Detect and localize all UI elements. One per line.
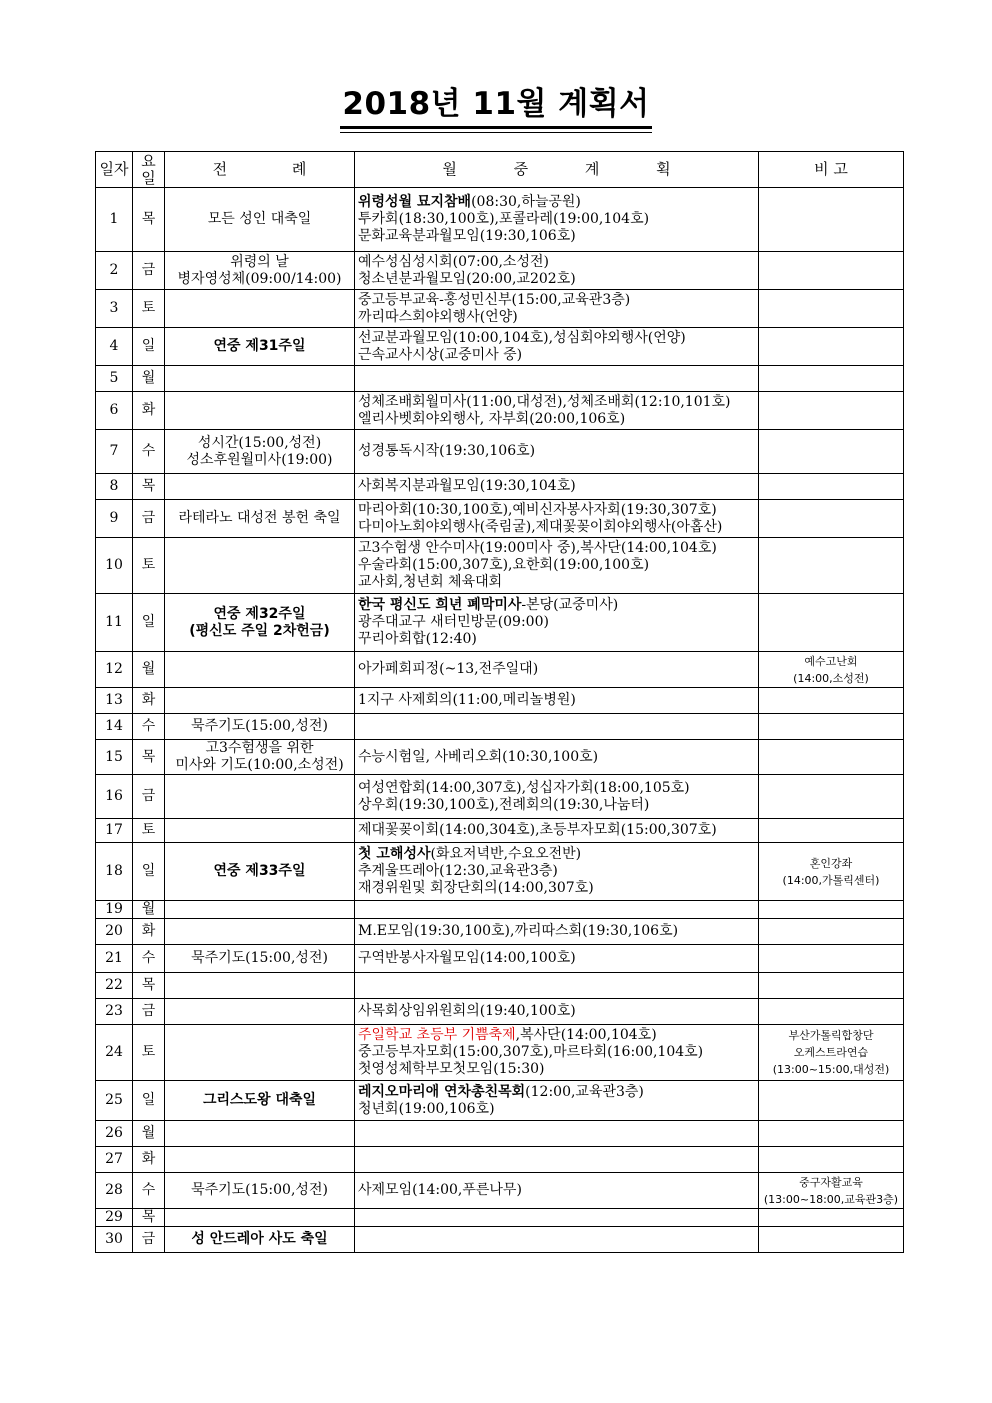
plan-text: 여성연합회(14:00,307호),성십자가회(18:00,105호) xyxy=(358,779,690,796)
header-dow: 요일 xyxy=(133,152,165,188)
day-cell: 16 xyxy=(96,775,133,819)
weekday-cell: 월 xyxy=(133,652,165,688)
plan-line xyxy=(358,692,755,709)
plan-cell xyxy=(355,290,759,328)
day-cell: 7 xyxy=(96,430,133,474)
plan-text: 고3수험생 안수미사(19:00미사 중),복사단(14:00,104호) xyxy=(358,540,717,556)
weekday-cell: 화 xyxy=(133,1147,165,1173)
weekday-cell: 금 xyxy=(133,500,165,538)
note-line: (13:00~18:00,교육관3층) xyxy=(763,1192,899,1206)
plan-line xyxy=(358,1044,755,1061)
note-cell xyxy=(759,740,904,775)
plan-text: 중고등부교육-홍성민신부(15:00,교육관3층) xyxy=(358,291,631,308)
weekday-cell: 일 xyxy=(133,1081,165,1121)
plan-line xyxy=(358,780,755,797)
note-cell xyxy=(759,290,904,328)
liturgy-line: 연중 제32주일 xyxy=(213,605,306,622)
liturgy-line: 미사와 기도(10:00,소성전) xyxy=(175,757,344,773)
day-cell: 21 xyxy=(96,945,133,973)
weekday-cell: 금 xyxy=(133,252,165,290)
liturgy-line: 병자영성체(09:00/14:00) xyxy=(177,270,342,287)
plan-line xyxy=(358,822,755,839)
plan-line xyxy=(358,1061,755,1078)
plan-text: M.E모임(19:30,100호),까리따스회(19:30,106호) xyxy=(358,923,679,939)
table-row xyxy=(96,328,904,366)
table-row xyxy=(96,474,904,500)
plan-text: 추계울뜨레아(12:30,교육관3층) xyxy=(358,863,558,879)
note-cell xyxy=(759,430,904,474)
table-row xyxy=(96,775,904,819)
table-row xyxy=(96,1081,904,1121)
day-cell: 9 xyxy=(96,500,133,538)
liturgy-cell xyxy=(165,430,355,474)
table-row xyxy=(96,919,904,945)
plan-line xyxy=(358,863,755,880)
note-cell xyxy=(759,1147,904,1173)
table-row xyxy=(96,688,904,714)
liturgy-cell xyxy=(165,188,355,252)
liturgy-line: 성 안드레아 사도 축일 xyxy=(191,1231,328,1247)
plan-text: 중고등부자모회(15:00,307호),마르타회(16:00,104호) xyxy=(358,1044,704,1060)
liturgy-line: 성시간(15:00,성전) xyxy=(197,434,322,451)
note-cell xyxy=(759,1081,904,1121)
table-row xyxy=(96,1227,904,1253)
day-cell: 24 xyxy=(96,1025,133,1081)
weekday-cell: 금 xyxy=(133,775,165,819)
plan-text: 구역반봉사자월모임(14:00,100호) xyxy=(358,950,576,966)
plan-line xyxy=(358,950,755,967)
weekday-cell: 목 xyxy=(133,188,165,252)
plan-cell xyxy=(355,474,759,500)
liturgy-cell xyxy=(165,500,355,538)
plan-line xyxy=(358,211,755,228)
weekday-cell: 목 xyxy=(133,740,165,775)
weekday-cell: 월 xyxy=(133,901,165,919)
header-day: 일자 xyxy=(96,152,133,188)
liturgy-cell xyxy=(165,538,355,594)
plan-text: 사회복지분과월모임(19:30,104호) xyxy=(358,478,576,494)
table-row xyxy=(96,843,904,901)
weekday-cell: 화 xyxy=(133,392,165,430)
plan-line xyxy=(358,347,755,364)
note-cell xyxy=(759,1209,904,1227)
plan-line xyxy=(358,443,755,460)
document-title: 2018년 11월 계획서 xyxy=(340,86,651,129)
liturgy-cell xyxy=(165,366,355,392)
liturgy-cell xyxy=(165,1173,355,1209)
note-cell xyxy=(759,252,904,290)
day-cell: 28 xyxy=(96,1173,133,1209)
liturgy-cell xyxy=(165,973,355,999)
plan-cell xyxy=(355,973,759,999)
plan-highlight: 레지오마리애 연차총친목회 xyxy=(358,1083,526,1100)
plan-line xyxy=(358,797,755,814)
note-cell xyxy=(759,688,904,714)
weekday-cell: 일 xyxy=(133,594,165,652)
note-cell xyxy=(759,1173,904,1209)
plan-text: 엘리사벳회야외행사, 자부회(20:00,106호) xyxy=(358,410,626,427)
liturgy-line: 연중 제31주일 xyxy=(213,338,306,354)
day-cell: 14 xyxy=(96,714,133,740)
plan-cell xyxy=(355,1121,759,1147)
note-cell xyxy=(759,538,904,594)
plan-text: 문화교육분과월모임(19:30,106호) xyxy=(358,228,576,244)
table-row xyxy=(96,1025,904,1081)
plan-line xyxy=(358,749,755,766)
day-cell: 6 xyxy=(96,392,133,430)
note-cell xyxy=(759,714,904,740)
liturgy-cell xyxy=(165,1025,355,1081)
liturgy-cell xyxy=(165,999,355,1025)
day-cell: 17 xyxy=(96,819,133,843)
liturgy-cell xyxy=(165,474,355,500)
plan-line xyxy=(358,1003,755,1020)
plan-highlight: 위령성월 묘지참배 xyxy=(358,194,472,210)
table-row xyxy=(96,500,904,538)
table-row xyxy=(96,819,904,843)
plan-text: 마리아회(10:30,100호),예비신자봉사자회(19:30,307호) xyxy=(358,501,717,518)
plan-line xyxy=(358,254,755,271)
table-row xyxy=(96,290,904,328)
day-cell: 30 xyxy=(96,1227,133,1253)
liturgy-line: 묵주기도(15:00,성전) xyxy=(191,950,328,966)
note-line: (14:00,소성전) xyxy=(793,671,869,685)
liturgy-cell xyxy=(165,1121,355,1147)
note-line: 오케스트라연습 xyxy=(793,1046,869,1059)
plan-cell xyxy=(355,652,759,688)
weekday-cell: 화 xyxy=(133,919,165,945)
plan-line xyxy=(358,194,755,211)
day-cell: 1 xyxy=(96,188,133,252)
plan-text: 꾸리아회합(12:40) xyxy=(358,631,477,647)
plan-cell xyxy=(355,901,759,919)
liturgy-cell xyxy=(165,688,355,714)
liturgy-line: 연중 제33주일 xyxy=(213,863,306,879)
weekday-cell: 토 xyxy=(133,538,165,594)
plan-text: 선교분과월모임(10:00,104호),성심회야외행사(언양) xyxy=(358,329,686,346)
plan-cell xyxy=(355,1173,759,1209)
plan-line xyxy=(358,1101,755,1118)
note-cell xyxy=(759,474,904,500)
plan-line xyxy=(358,228,755,245)
plan-line xyxy=(358,519,755,536)
plan-highlight-red: 주일학교 초등부 기쁨축제 xyxy=(358,1027,516,1043)
plan-line xyxy=(358,502,755,519)
plan-cell xyxy=(355,1227,759,1253)
plan-line xyxy=(358,309,755,326)
note-cell xyxy=(759,973,904,999)
liturgy-cell xyxy=(165,919,355,945)
day-cell: 18 xyxy=(96,843,133,901)
plan-text: (08:30,하늘공원) xyxy=(471,194,581,210)
liturgy-cell xyxy=(165,652,355,688)
plan-text: 우술라회(15:00,307호),요한회(19:00,100호) xyxy=(358,557,650,573)
plan-cell xyxy=(355,1147,759,1173)
note-cell xyxy=(759,901,904,919)
note-cell xyxy=(759,819,904,843)
monthly-plan-table xyxy=(95,151,904,1253)
table-row xyxy=(96,1173,904,1209)
plan-text: 교사회,청년회 체육대회 xyxy=(358,574,503,590)
weekday-cell: 수 xyxy=(133,430,165,474)
note-cell xyxy=(759,999,904,1025)
day-cell: 19 xyxy=(96,901,133,919)
weekday-cell: 수 xyxy=(133,714,165,740)
weekday-cell: 일 xyxy=(133,328,165,366)
weekday-cell: 월 xyxy=(133,366,165,392)
day-cell: 22 xyxy=(96,973,133,999)
plan-cell xyxy=(355,500,759,538)
plan-cell xyxy=(355,252,759,290)
liturgy-cell xyxy=(165,901,355,919)
plan-line xyxy=(358,540,755,557)
liturgy-cell xyxy=(165,392,355,430)
day-cell: 13 xyxy=(96,688,133,714)
table-row xyxy=(96,999,904,1025)
plan-cell xyxy=(355,714,759,740)
plan-cell xyxy=(355,945,759,973)
liturgy-cell xyxy=(165,252,355,290)
note-cell xyxy=(759,919,904,945)
note-cell xyxy=(759,1227,904,1253)
plan-text: 까리따스회야외행사(언양) xyxy=(358,308,518,325)
day-cell: 10 xyxy=(96,538,133,594)
liturgy-cell xyxy=(165,775,355,819)
plan-line xyxy=(358,478,755,495)
plan-text: (화요저녁반,수요오전반) xyxy=(430,846,582,862)
plan-text: 제대꽃꽂이회(14:00,304호),초등부자모회(15:00,307호) xyxy=(358,822,717,838)
day-cell: 2 xyxy=(96,252,133,290)
plan-line xyxy=(358,1027,755,1044)
day-cell: 27 xyxy=(96,1147,133,1173)
weekday-cell: 목 xyxy=(133,1209,165,1227)
document-title-wrap xyxy=(0,86,992,129)
weekday-cell: 목 xyxy=(133,474,165,500)
weekday-cell: 토 xyxy=(133,290,165,328)
plan-cell xyxy=(355,1209,759,1227)
table-row xyxy=(96,392,904,430)
note-cell xyxy=(759,328,904,366)
liturgy-line: 성소후원월미사(19:00) xyxy=(186,451,333,468)
plan-text: 청년회(19:00,106호) xyxy=(358,1100,495,1117)
plan-text: 사제모임(14:00,푸른나무) xyxy=(358,1182,522,1198)
note-line: (14:00,가톨릭센터) xyxy=(782,873,880,887)
plan-cell xyxy=(355,688,759,714)
plan-line xyxy=(358,574,755,591)
plan-cell xyxy=(355,919,759,945)
note-cell xyxy=(759,392,904,430)
liturgy-line: 묵주기도(15:00,성전) xyxy=(191,1182,328,1198)
plan-highlight: 한국 평신도 희년 폐막미사 xyxy=(358,597,522,613)
liturgy-cell xyxy=(165,594,355,652)
day-cell: 5 xyxy=(96,366,133,392)
day-cell: 4 xyxy=(96,328,133,366)
liturgy-cell xyxy=(165,740,355,775)
table-row xyxy=(96,945,904,973)
plan-cell xyxy=(355,1081,759,1121)
plan-text: 다미아노회야외행사(죽림굴),제대꽃꽂이회야외행사(아홉산) xyxy=(358,518,723,535)
note-cell xyxy=(759,1121,904,1147)
liturgy-cell xyxy=(165,290,355,328)
note-line: 혼인강좌 xyxy=(809,856,853,870)
day-cell: 20 xyxy=(96,919,133,945)
note-cell xyxy=(759,652,904,688)
plan-text: -본당(교중미사) xyxy=(521,597,619,613)
liturgy-line: 모든 성인 대축일 xyxy=(207,211,312,227)
plan-text: 성체조배회월미사(11:00,대성전),성체조배회(12:10,101호) xyxy=(358,393,731,410)
plan-cell xyxy=(355,392,759,430)
plan-text: 근속교사시상(교중미사 중) xyxy=(358,346,523,363)
table-row xyxy=(96,366,904,392)
table-row xyxy=(96,652,904,688)
table-row xyxy=(96,1209,904,1227)
plan-cell xyxy=(355,1025,759,1081)
note-cell xyxy=(759,366,904,392)
plan-text: 청소년분과월모임(20:00,교202호) xyxy=(358,270,576,287)
table-row xyxy=(96,901,904,919)
plan-text: 성경통독시작(19:30,106호) xyxy=(358,443,536,459)
table-row xyxy=(96,252,904,290)
plan-text: 재경위원및 회장단회의(14:00,307호) xyxy=(358,880,594,896)
liturgy-line: 그리스도왕 대축일 xyxy=(202,1092,317,1108)
liturgy-cell xyxy=(165,1227,355,1253)
day-cell: 15 xyxy=(96,740,133,775)
plan-text: (12:00,교육관3층) xyxy=(525,1083,644,1100)
plan-line xyxy=(358,923,755,940)
plan-line xyxy=(358,292,755,309)
note-cell xyxy=(759,188,904,252)
plan-line xyxy=(358,846,755,863)
plan-cell xyxy=(355,775,759,819)
day-cell: 29 xyxy=(96,1209,133,1227)
note-cell xyxy=(759,594,904,652)
plan-cell xyxy=(355,538,759,594)
plan-cell xyxy=(355,328,759,366)
plan-cell xyxy=(355,594,759,652)
note-cell xyxy=(759,843,904,901)
table-row xyxy=(96,430,904,474)
liturgy-line: 고3수험생을 위한 xyxy=(205,740,314,756)
day-cell: 23 xyxy=(96,999,133,1025)
day-cell: 12 xyxy=(96,652,133,688)
weekday-cell: 금 xyxy=(133,999,165,1025)
table-row xyxy=(96,973,904,999)
plan-line xyxy=(358,394,755,411)
plan-line xyxy=(358,1182,755,1199)
header-note: 비 고 xyxy=(759,152,904,188)
plan-line xyxy=(358,557,755,574)
plan-line xyxy=(358,411,755,428)
weekday-cell: 토 xyxy=(133,1025,165,1081)
plan-cell xyxy=(355,999,759,1025)
note-line: 예수고난회 xyxy=(804,654,858,668)
plan-line xyxy=(358,271,755,288)
plan-text: 투카회(18:30,100호),포콜라레(19:00,104호) xyxy=(358,211,650,227)
header-plan: 월 중 계 획 xyxy=(355,152,759,188)
liturgy-cell xyxy=(165,1147,355,1173)
table-row xyxy=(96,594,904,652)
weekday-cell: 수 xyxy=(133,945,165,973)
table-header-row xyxy=(96,152,904,188)
plan-highlight: 첫 고해성사 xyxy=(358,846,431,862)
header-liturgy: 전 례 xyxy=(165,152,355,188)
plan-text: 사목회상임위원회의(19:40,100호) xyxy=(358,1003,576,1019)
plan-cell xyxy=(355,843,759,901)
plan-text: ,복사단(14:00,104호) xyxy=(515,1027,657,1043)
plan-line xyxy=(358,614,755,631)
liturgy-cell xyxy=(165,843,355,901)
table-row xyxy=(96,714,904,740)
note-line: 부산가톨릭합창단 xyxy=(788,1029,874,1042)
plan-line xyxy=(358,1084,755,1101)
weekday-cell: 토 xyxy=(133,819,165,843)
liturgy-cell xyxy=(165,819,355,843)
plan-cell xyxy=(355,430,759,474)
plan-cell xyxy=(355,366,759,392)
liturgy-cell xyxy=(165,1209,355,1227)
note-cell xyxy=(759,945,904,973)
table-row xyxy=(96,740,904,775)
note-cell xyxy=(759,500,904,538)
liturgy-cell xyxy=(165,328,355,366)
plan-text: 아가페회피정(~13,전주일대) xyxy=(358,661,539,677)
weekday-cell: 목 xyxy=(133,973,165,999)
liturgy-cell xyxy=(165,714,355,740)
plan-cell xyxy=(355,740,759,775)
weekday-cell: 일 xyxy=(133,843,165,901)
plan-text: 상우회(19:30,100호),전례회의(19:30,나눔터) xyxy=(358,796,650,813)
plan-text: 첫영성체학부모첫모임(15:30) xyxy=(358,1061,545,1077)
note-line: 중구자활교육 xyxy=(799,1175,863,1189)
plan-text: 광주대교구 새터민방문(09:00) xyxy=(358,614,549,630)
table-row xyxy=(96,1147,904,1173)
liturgy-line: (평신도 주일 2차헌금) xyxy=(189,622,330,639)
plan-line xyxy=(358,880,755,897)
weekday-cell: 월 xyxy=(133,1121,165,1147)
table-row xyxy=(96,1121,904,1147)
liturgy-cell xyxy=(165,945,355,973)
day-cell: 26 xyxy=(96,1121,133,1147)
day-cell: 3 xyxy=(96,290,133,328)
plan-line xyxy=(358,631,755,648)
plan-text: 수능시험일, 사베리오회(10:30,100호) xyxy=(358,748,599,765)
table-row xyxy=(96,188,904,252)
day-cell: 11 xyxy=(96,594,133,652)
note-cell xyxy=(759,775,904,819)
day-cell: 25 xyxy=(96,1081,133,1121)
plan-text: 예수성심성시회(07:00,소성전) xyxy=(358,253,549,270)
weekday-cell: 금 xyxy=(133,1227,165,1253)
liturgy-line: 묵주기도(15:00,성전) xyxy=(191,718,328,734)
note-line: (13:00~15:00,대성전) xyxy=(772,1063,890,1076)
liturgy-cell xyxy=(165,1081,355,1121)
plan-cell xyxy=(355,188,759,252)
weekday-cell: 수 xyxy=(133,1173,165,1209)
plan-line xyxy=(358,597,755,614)
plan-text: 1지구 사제회의(11:00,메리놀병원) xyxy=(358,692,576,708)
note-cell xyxy=(759,1025,904,1081)
weekday-cell: 화 xyxy=(133,688,165,714)
table-body xyxy=(96,188,904,1253)
plan-line xyxy=(358,330,755,347)
liturgy-line: 위령의 날 xyxy=(230,253,289,270)
day-cell: 8 xyxy=(96,474,133,500)
plan-cell xyxy=(355,819,759,843)
plan-line xyxy=(358,661,755,678)
table-row xyxy=(96,538,904,594)
liturgy-line: 라테라노 대성전 봉헌 축일 xyxy=(178,510,341,526)
